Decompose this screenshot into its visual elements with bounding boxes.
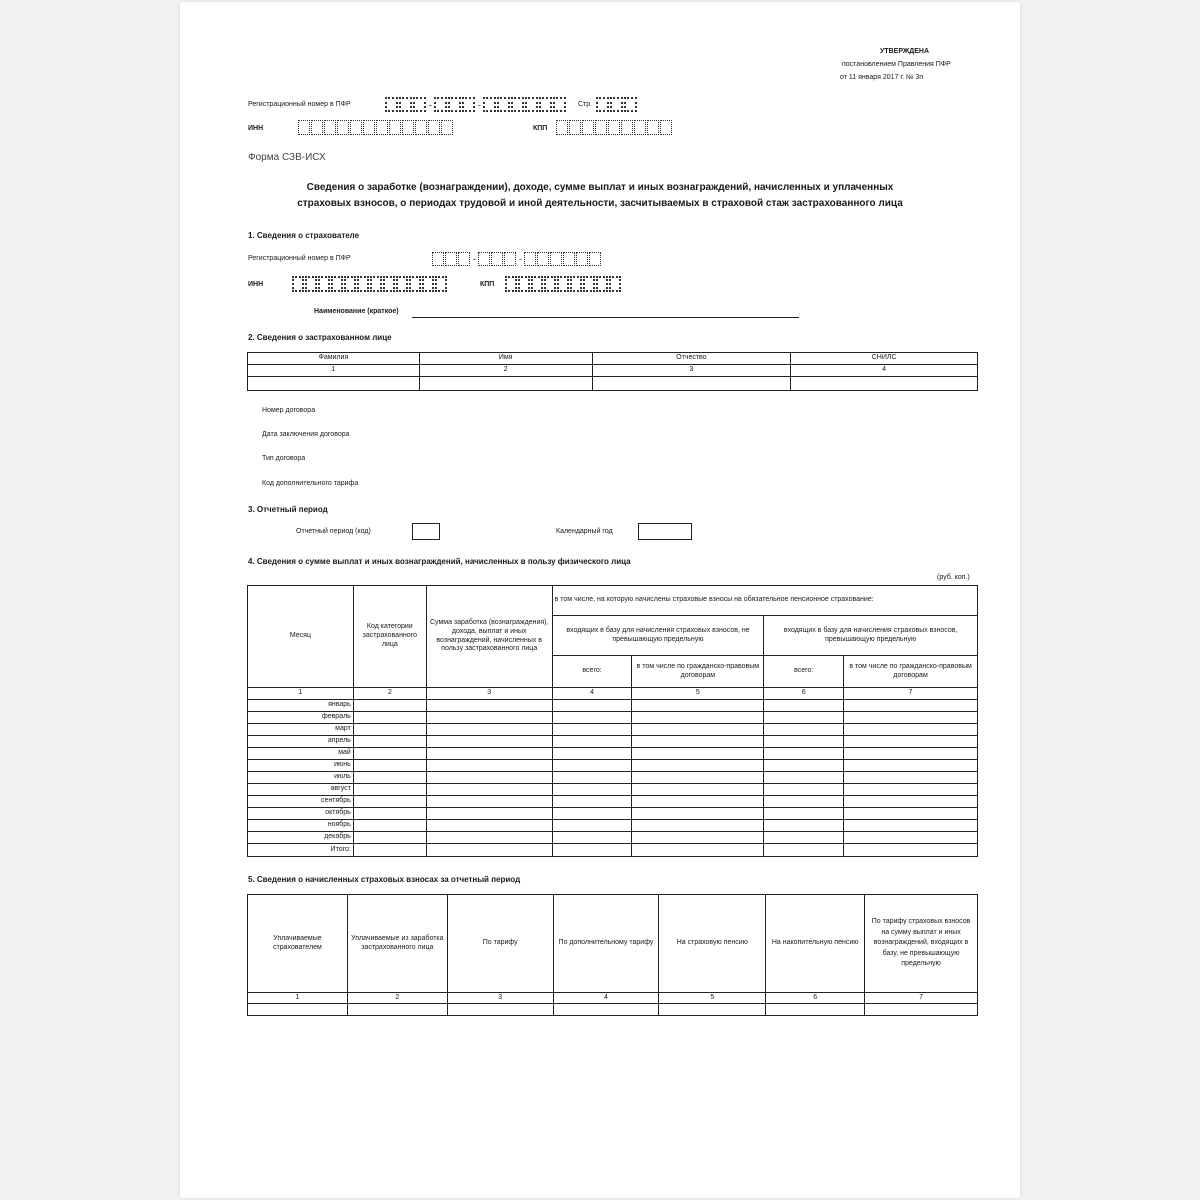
header-page-label: Стр.	[578, 101, 593, 108]
section-1-kpp-field[interactable]	[505, 276, 622, 292]
approval-title: УТВЕРЖДЕНА	[880, 48, 930, 55]
table-row	[248, 700, 978, 712]
col-number-5: 5	[632, 688, 764, 700]
col-number-4: 4	[553, 993, 659, 1004]
col-number-1: 1	[248, 993, 348, 1004]
col-tariff-within-limit-header: По тарифу страховых взносов на сумму выплат и иных вознаграждений, входящих в базу, не превышающую предельную	[865, 895, 978, 993]
header-reg-number-field[interactable]: - -	[385, 97, 567, 112]
col-civil-within-header: в том числе по гражданско-правовым договорам	[632, 656, 764, 688]
month-label: октябрь	[248, 808, 354, 820]
approval-line-1: постановлением Правления ПФР	[842, 61, 951, 68]
reporting-period-label: Отчетный период (код)	[296, 528, 371, 535]
calendar-year-label: Календарный год	[556, 528, 613, 535]
insured-person-table	[247, 352, 978, 391]
col-number-6: 6	[764, 688, 844, 700]
header-kpp-field[interactable]	[556, 120, 673, 135]
payments-table	[247, 585, 978, 857]
table-row	[248, 808, 978, 820]
col-over-limit-header: входящих в базу для начисления страховых взносов, превышающую предельную	[764, 616, 978, 656]
col-name-header: Имя	[419, 353, 592, 365]
col-paid-by-insurer-header: Уплачиваемые страхователем	[248, 895, 348, 993]
month-label: март	[248, 724, 354, 736]
col-number-4: 4	[791, 365, 978, 377]
header-reg-label: Регистрационный номер в ПФР	[248, 101, 351, 108]
form-name: Форма СЗВ-ИСХ	[248, 152, 326, 163]
contract-date-label: Дата заключения договора	[262, 431, 350, 438]
month-label: август	[248, 784, 354, 796]
col-number-4: 4	[552, 688, 632, 700]
table-row	[248, 712, 978, 724]
section-1-name-label: Наименование (краткое)	[314, 308, 399, 315]
table-row	[248, 784, 978, 796]
section-1-inn-label: ИНН	[248, 281, 264, 288]
header-inn-label: ИНН	[248, 125, 264, 132]
month-label: январь	[248, 700, 354, 712]
col-funded-pension-header: На накопительную пенсию	[766, 895, 865, 993]
additional-tariff-code-label: Код дополнительного тарифа	[262, 480, 359, 487]
section-2-title: 2. Сведения о застрахованном лице	[248, 333, 392, 342]
section-1-kpp-label: КПП	[480, 281, 495, 288]
section-5-title: 5. Сведения о начисленных страховых взносах за отчетный период	[248, 875, 521, 884]
contract-number-label: Номер договора	[262, 407, 316, 414]
section-1-name-field[interactable]	[412, 317, 799, 318]
col-number-2: 2	[353, 688, 426, 700]
col-number-6: 6	[766, 993, 865, 1004]
col-insurance-pension-header: На страховую пенсию	[659, 895, 766, 993]
col-number-3: 3	[592, 365, 791, 377]
section-1-reg-field[interactable]: - -	[432, 252, 602, 266]
col-civil-over-header: в том числе по гражданско-правовым договорам	[844, 656, 978, 688]
approval-line-2: от 11 января 2017 г. № 3п	[840, 74, 924, 81]
month-label: ноябрь	[248, 820, 354, 832]
header-page-field[interactable]	[596, 97, 638, 112]
month-label: апрель	[248, 736, 354, 748]
col-sum-header: Сумма заработка (вознаграждения), дохода, выплат и иных вознаграждений, начисленных в пользу застрахованного лица	[426, 586, 552, 688]
section-1-inn-field[interactable]	[292, 276, 448, 292]
section-4-title: 4. Сведения о сумме выплат и иных вознаграждений, начисленных в пользу физического лица	[248, 557, 631, 566]
reporting-period-field[interactable]	[412, 523, 440, 540]
col-total-within-header: всего:	[552, 656, 632, 688]
col-number-3: 3	[447, 993, 553, 1004]
table-row	[248, 736, 978, 748]
section-3-title: 3. Отчетный период	[248, 505, 328, 514]
total-label: Итого:	[248, 844, 354, 857]
table-row	[248, 796, 978, 808]
month-label: февраль	[248, 712, 354, 724]
table-row	[248, 820, 978, 832]
contributions-table	[247, 894, 978, 1016]
main-title-line-2: страховых взносов, о периодах трудовой и иной деятельности, засчитываемых в страховой стаж застрахованного лица	[297, 198, 903, 209]
col-total-over-header: всего:	[764, 656, 844, 688]
col-paid-from-salary-header: Уплачиваемые из заработка застрахованного лица	[347, 895, 447, 993]
header-kpp-label: КПП	[533, 125, 548, 132]
header-inn-field[interactable]	[298, 120, 454, 135]
col-number-1: 1	[248, 365, 420, 377]
col-including-header: в том числе, на которую начислены страховые взносы на обязательное пенсионное страхование:	[552, 586, 977, 616]
section-1-title: 1. Сведения о страхователе	[248, 231, 360, 240]
table-row	[248, 832, 978, 844]
col-month-header: Месяц	[248, 586, 354, 688]
form-page	[180, 2, 1020, 1198]
table-row	[248, 1004, 978, 1016]
col-within-limit-header: входящих в базу для начисления страховых взносов, не превышающую предельную	[552, 616, 764, 656]
month-label: июль	[248, 772, 354, 784]
month-label: май	[248, 748, 354, 760]
col-by-tariff-header: По тарифу	[447, 895, 553, 993]
table-row	[248, 772, 978, 784]
col-number-5: 5	[659, 993, 766, 1004]
main-title-line-1: Сведения о заработке (вознаграждении), доходе, сумме выплат и иных вознаграждений, начисленных и уплаченных	[306, 182, 894, 193]
name-cell[interactable]	[419, 377, 592, 391]
calendar-year-field[interactable]	[638, 523, 692, 540]
col-patronymic-header: Отчество	[592, 353, 791, 365]
col-category-header: Код категории застрахованного лица	[353, 586, 426, 688]
col-number-2: 2	[419, 365, 592, 377]
col-number-7: 7	[865, 993, 978, 1004]
col-snils-header: СНИЛС	[791, 353, 978, 365]
table-row	[248, 748, 978, 760]
surname-cell[interactable]	[248, 377, 420, 391]
table-row	[248, 844, 978, 857]
col-additional-tariff-header: По дополнительному тарифу	[553, 895, 659, 993]
month-label: сентябрь	[248, 796, 354, 808]
contract-type-label: Тип договора	[262, 455, 306, 462]
section-1-reg-label: Регистрационный номер в ПФР	[248, 255, 351, 262]
col-surname-header: Фамилия	[248, 353, 420, 365]
table-row	[248, 724, 978, 736]
month-label: июнь	[248, 760, 354, 772]
month-label: декабрь	[248, 832, 354, 844]
snils-cell[interactable]	[791, 377, 978, 391]
section-4-units: (руб. коп.)	[937, 574, 970, 581]
patronymic-cell[interactable]	[592, 377, 791, 391]
table-row	[248, 760, 978, 772]
col-number-1: 1	[248, 688, 354, 700]
col-number-2: 2	[347, 993, 447, 1004]
col-number-7: 7	[844, 688, 978, 700]
col-number-3: 3	[426, 688, 552, 700]
